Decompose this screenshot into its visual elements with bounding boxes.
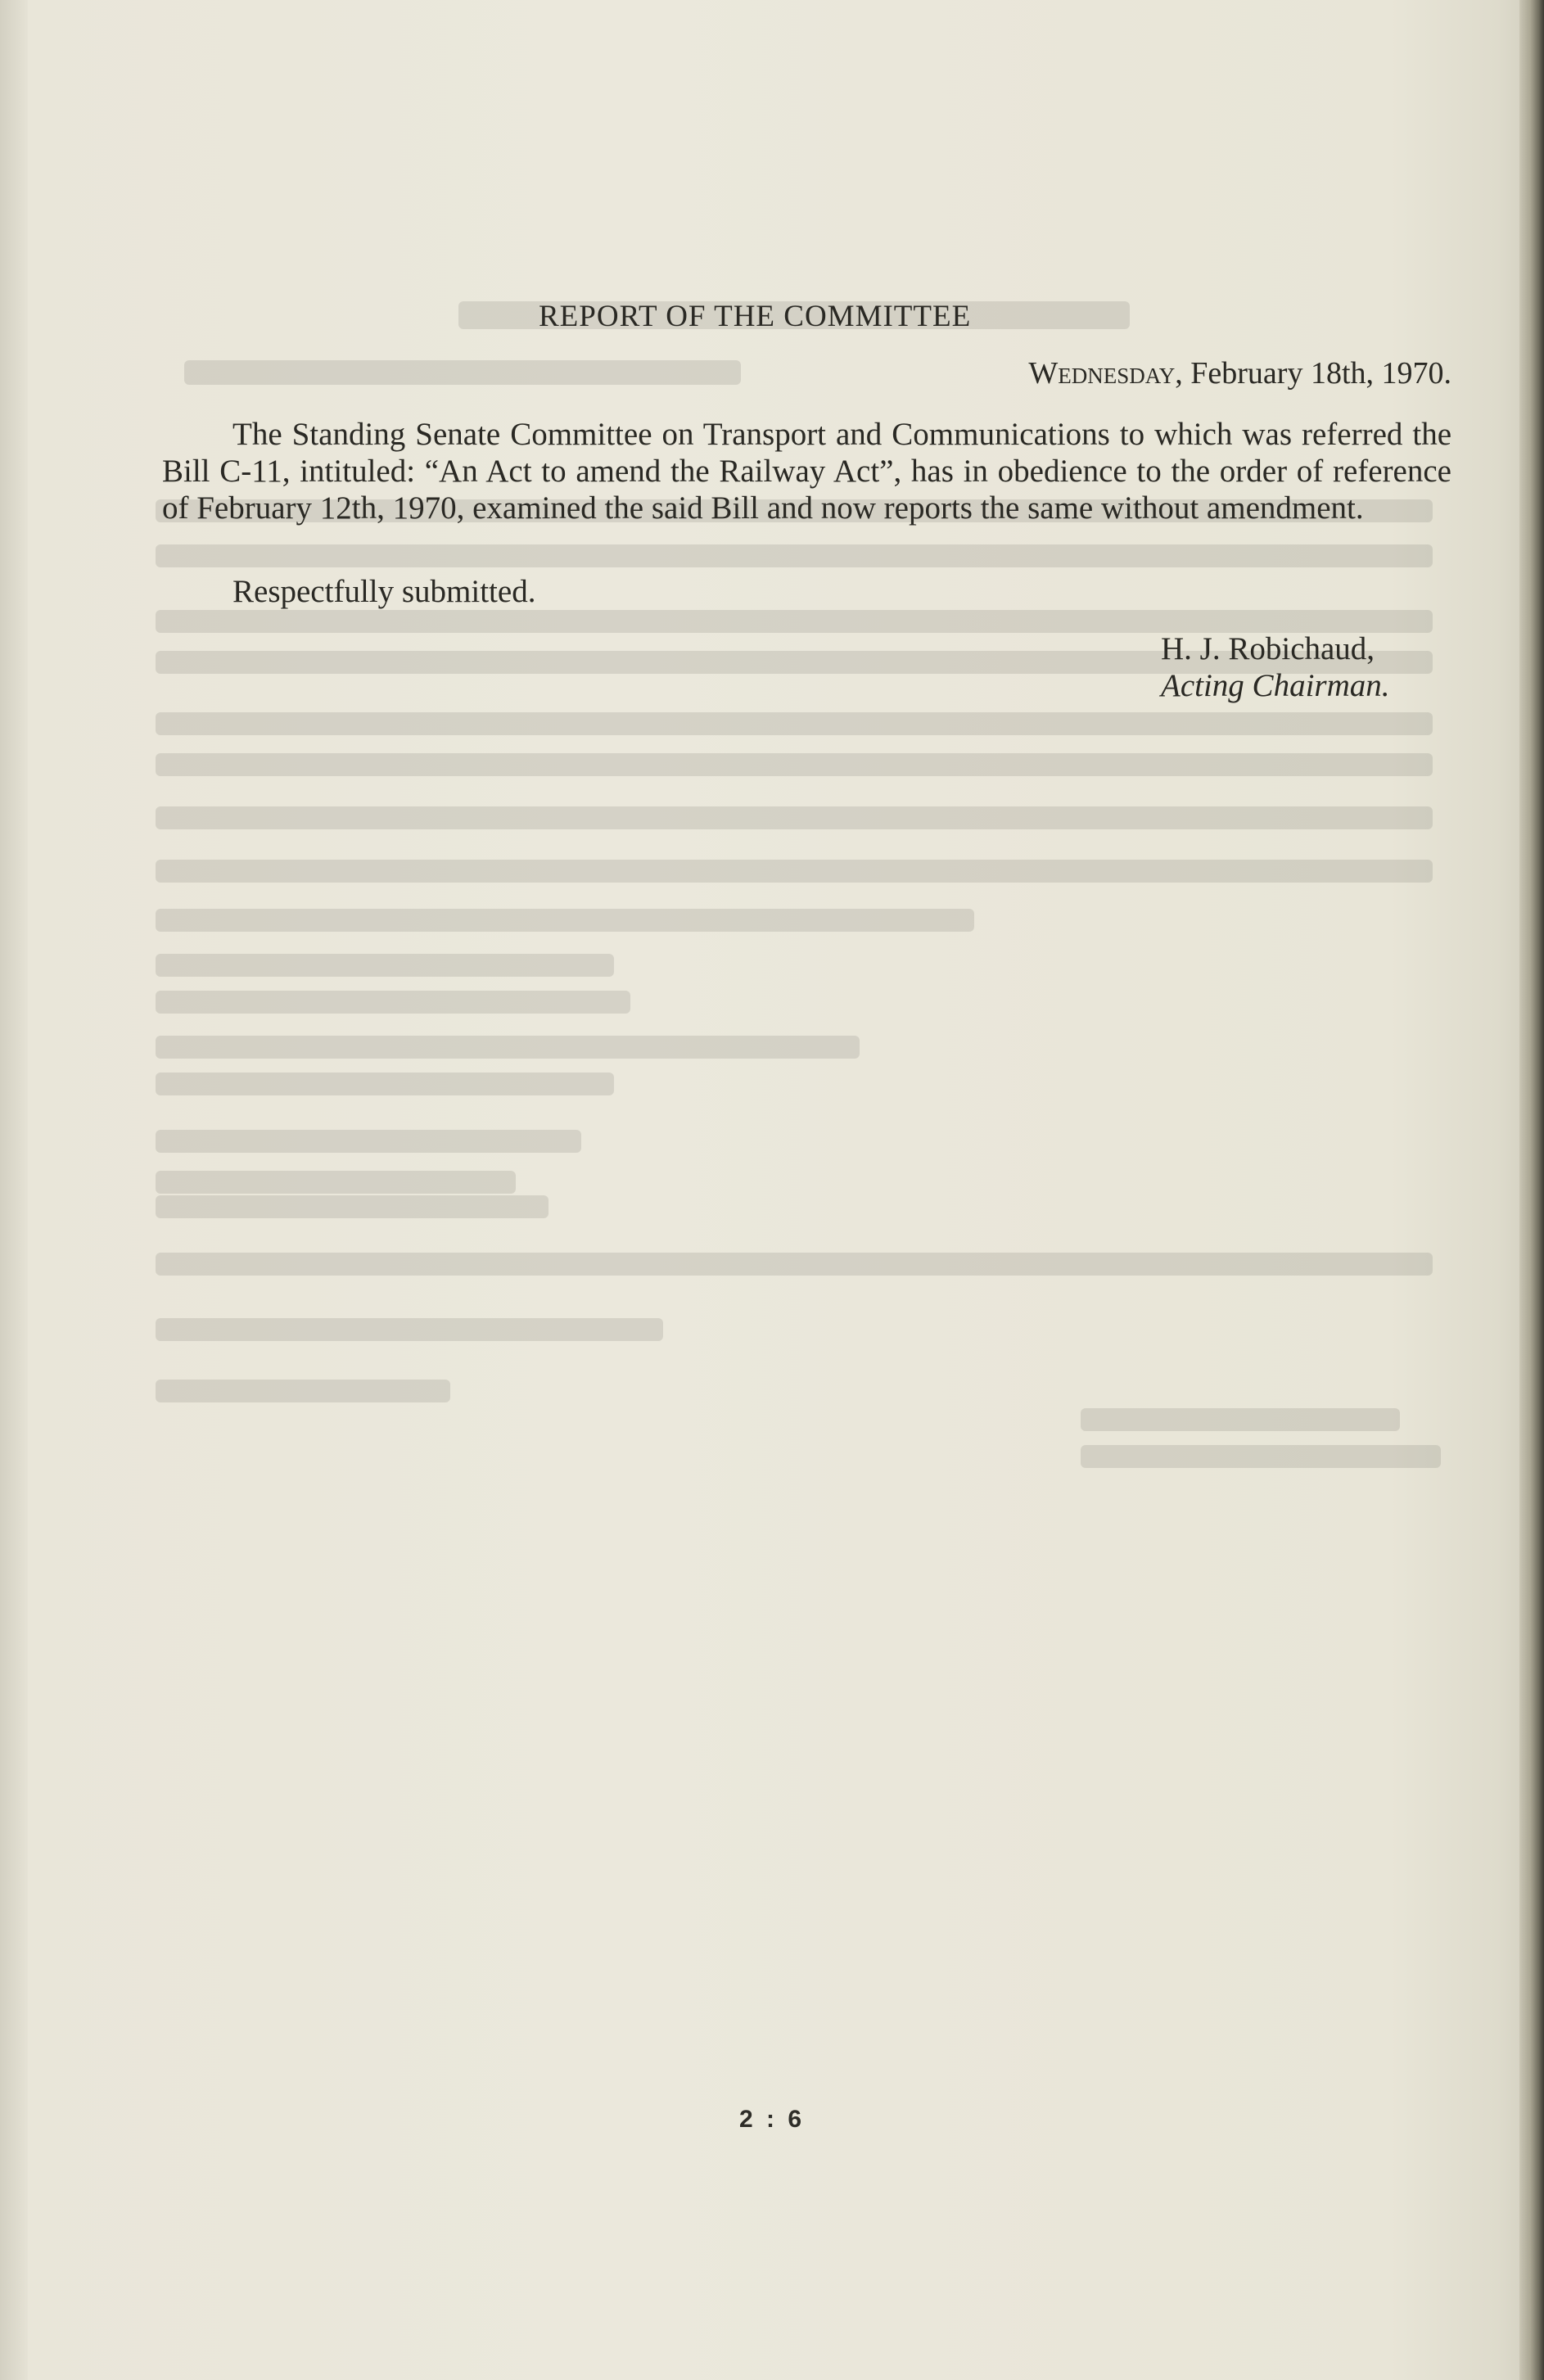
report-date: [1028, 355, 1451, 392]
signatory-name: H. J. Robichaud,: [1161, 631, 1375, 666]
report-date-day: Wednesday,: [1028, 356, 1183, 391]
page-left-edge: [0, 0, 28, 2380]
signatory-title: Acting Chairman.: [1161, 668, 1390, 703]
book-binding-shadow: [1519, 0, 1544, 2380]
signature-block: [1161, 630, 1390, 704]
report-closing: Respectfully submitted.: [233, 574, 536, 609]
page-number: 2 : 6: [738, 2106, 806, 2133]
report-heading: REPORT OF THE COMMITTEE: [539, 300, 972, 333]
report-body-paragraph: The Standing Senate Committee on Transport and Communications to which was referred the Bill C-11, intituled: “An Act to amend the Railway Act”, has in obedience to the order of reference of February 12th, 1970, examined the said Bill and now reports the same without amendment.: [162, 417, 1451, 526]
report-date-rest: February 18th, 1970.: [1182, 356, 1451, 391]
